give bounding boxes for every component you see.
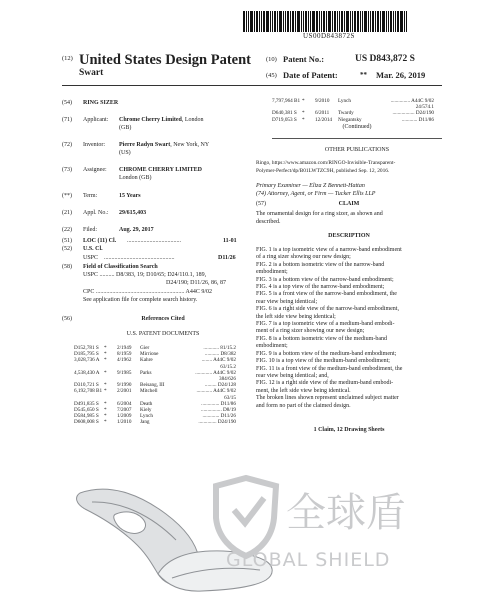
citation-cell: * <box>104 351 107 358</box>
date-label: Date of Patent: <box>283 70 338 80</box>
citation-cell: Kahre <box>140 357 153 364</box>
date-stars: ** <box>360 71 367 79</box>
citation-cell: .............. D11/86 <box>201 400 236 407</box>
citation-cell: Niegantsky <box>338 116 362 123</box>
claim-line-2: described. <box>256 219 281 225</box>
ring-sizer-drawing <box>77 489 273 591</box>
description-line: ment, the left side view being identical. <box>256 387 351 394</box>
description-line: FIG. 9 is a bottom view of the medium-band embodiment; <box>256 350 397 357</box>
appl-no-label: Appl. No.: <box>83 210 109 216</box>
patent-date: Mar. 26, 2019 <box>376 70 426 80</box>
term-value: 15 Years <box>119 193 141 199</box>
barcode-bar <box>266 11 269 32</box>
applicant-label: Applicant: <box>83 117 109 123</box>
barcode-bar <box>323 11 325 32</box>
barcode <box>243 11 436 32</box>
barcode-bar <box>243 11 245 32</box>
description-line: embodiment; <box>256 269 288 276</box>
patent-title: United States Design Patent <box>79 52 251 68</box>
field-search-label: Field of Classification Search <box>83 264 158 270</box>
citation-cell: * <box>104 357 107 364</box>
watermark-cn-text: 全球盾 <box>286 490 406 536</box>
citation-cell: Gier <box>140 345 150 351</box>
citation-cell: D608,008 S <box>74 419 99 426</box>
barcode-bar <box>334 11 336 32</box>
applicant-name: Chrome Cherry Limited <box>119 117 182 123</box>
citation-cell: ........... D8/382 <box>204 351 236 358</box>
barcode-bar <box>316 11 318 32</box>
barcode-bar <box>290 11 291 32</box>
barcode-bar <box>370 11 371 32</box>
barcode-bar <box>393 11 394 32</box>
barcode-bar <box>372 11 374 32</box>
citation-cell: ............. D11/26 <box>202 413 236 420</box>
citation-row <box>74 419 236 425</box>
citation-cell: * <box>104 382 107 389</box>
assignee-label: Assignee: <box>83 167 107 173</box>
inventor-location: , New York, NY <box>170 142 210 148</box>
watermark-en-text: GLOBAL SHIELD <box>226 549 391 571</box>
citation-cell: ............. A44C 9/02 <box>195 369 236 376</box>
citation-cell: Twardy <box>338 110 354 117</box>
patent-no: US D843,872 S <box>355 54 415 64</box>
citation-cell: ............ A44C 9/02 <box>196 388 236 395</box>
global-shield-watermark <box>68 466 448 601</box>
citation-cell: ......... D24/128 <box>204 382 236 389</box>
citation-cell: * <box>302 110 305 117</box>
barcode-bar <box>390 11 392 32</box>
inventor-location-2: (US) <box>119 150 131 156</box>
other-pubs-label: OTHER PUBLICATIONS <box>324 147 390 153</box>
citation-cell: 3,028,736 A <box>74 357 100 364</box>
citation-cell: Beisang, III <box>140 382 165 389</box>
citation-cell: ............ D11/86 <box>401 116 434 123</box>
barcode-bar <box>274 11 276 32</box>
barcode-bar <box>308 11 309 32</box>
code-73: (73) <box>62 167 72 173</box>
barcode-bar <box>341 11 343 32</box>
inventor-surname: Swart <box>79 68 104 78</box>
barcode-bar <box>259 11 260 32</box>
inventor <box>119 142 209 149</box>
description-line: ment of a ring sizer showing our new design; <box>256 328 365 335</box>
citation-cell: ............ 81/15.2 <box>203 345 236 351</box>
citation-cell: D545,650 S <box>74 407 99 414</box>
claim-line-1: The ornamental design for a ring sizer, as shown and <box>256 211 383 217</box>
references-cited-label: References Cited <box>141 316 185 322</box>
code-52: (52) <box>62 246 72 252</box>
field-cpc: CPC ........................................................... A44C 9/02 <box>83 289 213 295</box>
citation-cell: Mirrione <box>140 351 159 358</box>
description-line: and form no part of the claimed design. <box>256 402 351 409</box>
barcode-bar <box>261 11 262 32</box>
code-71: (71) <box>62 117 72 123</box>
barcode-bar <box>352 11 353 32</box>
description-line: FIG. 2 is a bottom isometric view of the narrow-band <box>256 261 385 268</box>
us-patent-docs-label: U.S. PATENT DOCUMENTS <box>126 331 200 337</box>
barcode-bar <box>305 11 307 32</box>
code-56: (56) <box>62 316 72 322</box>
barcode-bar <box>254 11 255 32</box>
left-citations-list <box>74 345 236 426</box>
barcode-bar <box>246 11 247 32</box>
header-code-45: (45) <box>266 72 277 79</box>
code-22: (22) <box>62 227 72 233</box>
citation-cell: 2/1949 <box>117 345 132 351</box>
applicant-location-2: (GB) <box>119 125 132 131</box>
citation-cell: D310,721 S <box>74 382 99 389</box>
barcode-number: US00D843872S <box>303 32 355 40</box>
filed-value: Aug. 29, 2017 <box>119 227 154 233</box>
citation-cell: * <box>104 407 107 414</box>
citation-cell: * <box>104 413 107 420</box>
barcode-bar <box>312 11 315 32</box>
code-54: (54) <box>62 100 72 106</box>
barcode-bar <box>364 11 367 32</box>
barcode-bar <box>368 11 369 32</box>
citation-cell: .............. D24/190 <box>198 419 236 426</box>
barcode-bar <box>295 11 296 32</box>
right-rule-1 <box>272 138 442 139</box>
citation-cell: D491,835 S <box>74 400 99 407</box>
citation-cell: 7/2007 <box>117 407 132 414</box>
description-line: FIG. 10 is a top view of the medium-band embodiment; <box>256 358 390 365</box>
uspc-dots: ............................................... <box>104 255 175 261</box>
barcode-bar <box>354 11 356 32</box>
loc-dots: .................................... <box>127 238 181 244</box>
barcode-bar <box>272 11 273 32</box>
barcode-bar <box>339 11 340 32</box>
field-uspc-2: D24/190; D11/26, 86, 87 <box>166 280 226 286</box>
citation-cell: * <box>104 388 107 395</box>
citation-cell: Parks <box>140 369 152 376</box>
barcode-bar <box>321 11 322 32</box>
citation-cell: * <box>104 419 107 426</box>
description-line: The broken lines shown represent unclaimed subject matter <box>256 395 399 402</box>
barcode-bar <box>270 11 271 32</box>
description-label: DESCRIPTION <box>328 233 370 239</box>
description-line: rear view being identical; <box>256 298 318 305</box>
other-pubs-1: Ringo, https://www.amazon.com/RINGO-Invisible-Transparent- <box>256 160 396 166</box>
barcode-bar <box>346 11 349 32</box>
field-uspc: USPC .......... D8/383, 19; D10/65; D24/110.1, 189, <box>83 272 207 278</box>
citation-cell: 1/2010 <box>117 419 132 426</box>
barcode-bar <box>303 11 304 32</box>
barcode-bar <box>332 11 333 32</box>
description-line: FIG. 4 is a top view of the narrow-band embodiment; <box>256 284 385 291</box>
description-line: FIG. 8 is a bottom isometric view of the medium-band <box>256 335 387 342</box>
citation-cell: * <box>104 400 107 407</box>
header-code-12: (12) <box>62 55 73 62</box>
citation-cell: Mitchell <box>140 388 158 395</box>
citation-cell: 63/15 <box>224 394 236 401</box>
claim-label: CLAIM <box>338 201 360 207</box>
primary-examiner: Primary Examiner — Eliza Z Bennett-Hattan <box>256 183 365 189</box>
barcode-bar <box>283 11 284 32</box>
header-rule <box>62 85 442 86</box>
header-code-10: (10) <box>266 56 277 63</box>
uspc-label: USPC <box>83 255 99 261</box>
description-line: the left side view being identical; <box>256 313 336 320</box>
code-57: (57) <box>256 201 266 207</box>
shield-logo-icon <box>216 478 276 556</box>
patent-no-label: Patent No.: <box>283 54 325 64</box>
citation-cell: 384/626 <box>218 376 236 383</box>
attorney: (74) Attorney, Agent, or Firm — Tucker Ellis LLP <box>256 191 376 197</box>
barcode-bar <box>380 11 381 32</box>
applicant <box>119 117 204 124</box>
barcode-bar <box>397 11 399 32</box>
barcode-bar <box>279 11 282 32</box>
code-term: (**) <box>62 193 72 199</box>
citation-cell: 9/2010 <box>315 98 330 104</box>
loc-label: LOC (11) Cl. <box>83 238 117 244</box>
citation-cell: * <box>104 369 107 376</box>
barcode-bar <box>382 11 385 32</box>
barcode-bar <box>395 11 396 32</box>
citation-cell: D719,053 S <box>272 116 297 123</box>
barcode-bar <box>406 11 407 32</box>
citation-cell: D185,795 S <box>74 351 99 358</box>
barcode-bar <box>310 11 311 32</box>
filed-label: Filed: <box>83 227 98 233</box>
uspc-value: D11/26 <box>218 255 236 261</box>
description-line: FIG. 3 is a bottom view of the narrow-band embodiment; <box>256 276 394 283</box>
citation-cell: D584,985 S <box>74 413 99 420</box>
description-line: FIG. 7 is a top isometric view of a medium-band embodi- <box>256 321 395 328</box>
citation-cell: 8/1959 <box>117 351 132 358</box>
citation-cell: 24/574.1 <box>415 104 434 111</box>
barcode-bar <box>404 11 405 32</box>
assignee-location: London (GB) <box>119 175 152 181</box>
citation-cell: 7,797,964 B1 <box>272 98 301 104</box>
inventor-label: Inventor: <box>83 142 105 148</box>
other-pubs-2: Polymer-Perfect/dp/B01LWTZC9H, published Sep. 12, 2016. <box>256 168 390 174</box>
description-line: FIG. 12 is a right side view of the medium-band embodi- <box>256 380 394 387</box>
barcode-bar <box>337 11 338 32</box>
barcode-bar <box>297 11 300 32</box>
description-line: FIG. 1 is a top isometric view of a narrow-band embodiment <box>256 247 402 253</box>
citation-cell: ................ D8/19 <box>200 407 236 414</box>
code-51: (51) <box>62 238 72 244</box>
barcode-bar <box>250 11 253 32</box>
citation-cell: 2/2001 <box>117 388 132 395</box>
barcode-bar <box>256 11 258 32</box>
citation-cell: 9/1990 <box>117 382 132 389</box>
description-body <box>256 247 446 410</box>
claim-summary: 1 Claim, 12 Drawing Sheets <box>313 427 385 433</box>
description-line: embodiment; <box>256 343 288 350</box>
citation-cell: 9/1985 <box>117 369 132 376</box>
barcode-bar <box>362 11 363 32</box>
barcode-bar <box>360 11 361 32</box>
citation-cell: Death <box>140 400 153 407</box>
barcode-bar <box>344 11 345 32</box>
citation-cell: 1/2009 <box>117 413 132 420</box>
barcode-bar <box>285 11 286 32</box>
citation-cell: Lynch <box>140 413 153 420</box>
description-line: FIG. 5 is a front view of the narrow-band embodiment, the <box>256 291 397 298</box>
barcode-bar <box>377 11 379 32</box>
citation-cell: 63/15.2 <box>220 363 236 370</box>
barcode-bar <box>301 11 302 32</box>
description-line: FIG. 6 is a right side view of the narrow-band embodiment, <box>256 306 399 313</box>
barcode-bar <box>277 11 278 32</box>
code-72: (72) <box>62 142 72 148</box>
citation-cell: 6,192,708 B1 <box>74 388 103 395</box>
citation-cell: * <box>302 98 305 104</box>
citation-cell: ........ A44C 9/02 <box>201 357 236 364</box>
barcode-bar <box>319 11 320 32</box>
citation-cell: 4,538,430 A <box>74 369 100 376</box>
citation-cell: 12/2014 <box>315 116 333 123</box>
citation-cell: Jang <box>140 419 150 426</box>
loc-value: 11-01 <box>223 238 237 244</box>
right-citations-list <box>272 98 434 123</box>
citation-cell: * <box>104 345 107 351</box>
citation-cell: 4/1962 <box>117 357 132 364</box>
barcode-bar <box>375 11 376 32</box>
citation-cell: ................. D24/190 <box>392 110 434 117</box>
inventor-name: Pierre Radyn Swart <box>119 142 171 148</box>
barcode-bar <box>328 11 331 32</box>
barcode-bar <box>287 11 289 32</box>
description-line: of a ring sizer showing our new design; <box>256 254 351 261</box>
citation-cell: ............... A44C 9/02 <box>390 98 434 104</box>
applicant-location: , London <box>181 117 204 123</box>
citation-cell: Lynch <box>338 98 351 104</box>
barcode-bar <box>400 11 403 32</box>
field-note: See application file for complete search history. <box>83 297 198 303</box>
citation-cell: D152,781 S <box>74 345 99 351</box>
citation-row <box>272 117 434 123</box>
citation-cell: D640,381 S <box>272 110 297 117</box>
code-58: (58) <box>62 264 72 270</box>
barcode-bar <box>388 11 389 32</box>
barcode-bar <box>386 11 387 32</box>
code-21: (21) <box>62 210 72 216</box>
barcode-bar <box>350 11 351 32</box>
us-cl-label: U.S. Cl. <box>83 246 103 252</box>
term-label: Term: <box>83 193 98 199</box>
description-line: FIG. 11 is a front view of the medium-band embodiment, the <box>256 365 403 372</box>
barcode-bar <box>357 11 359 32</box>
barcode-bar <box>326 11 327 32</box>
citation-cell: Kiely <box>140 407 152 414</box>
assignee-name: CHROME CHERRY LIMITED <box>119 167 202 173</box>
barcode-bar <box>263 11 265 32</box>
continued: (Continued) <box>342 124 372 130</box>
appl-no-value: 29/615,403 <box>119 210 147 216</box>
citation-cell: 6/2004 <box>117 400 132 407</box>
citation-cell: 6/2011 <box>315 110 330 117</box>
design-title: RING SIZER <box>83 100 119 106</box>
description-line: rear view being identical; and, <box>256 372 329 379</box>
citation-cell: * <box>302 116 305 123</box>
barcode-bar <box>248 11 249 32</box>
barcode-bar <box>292 11 294 32</box>
